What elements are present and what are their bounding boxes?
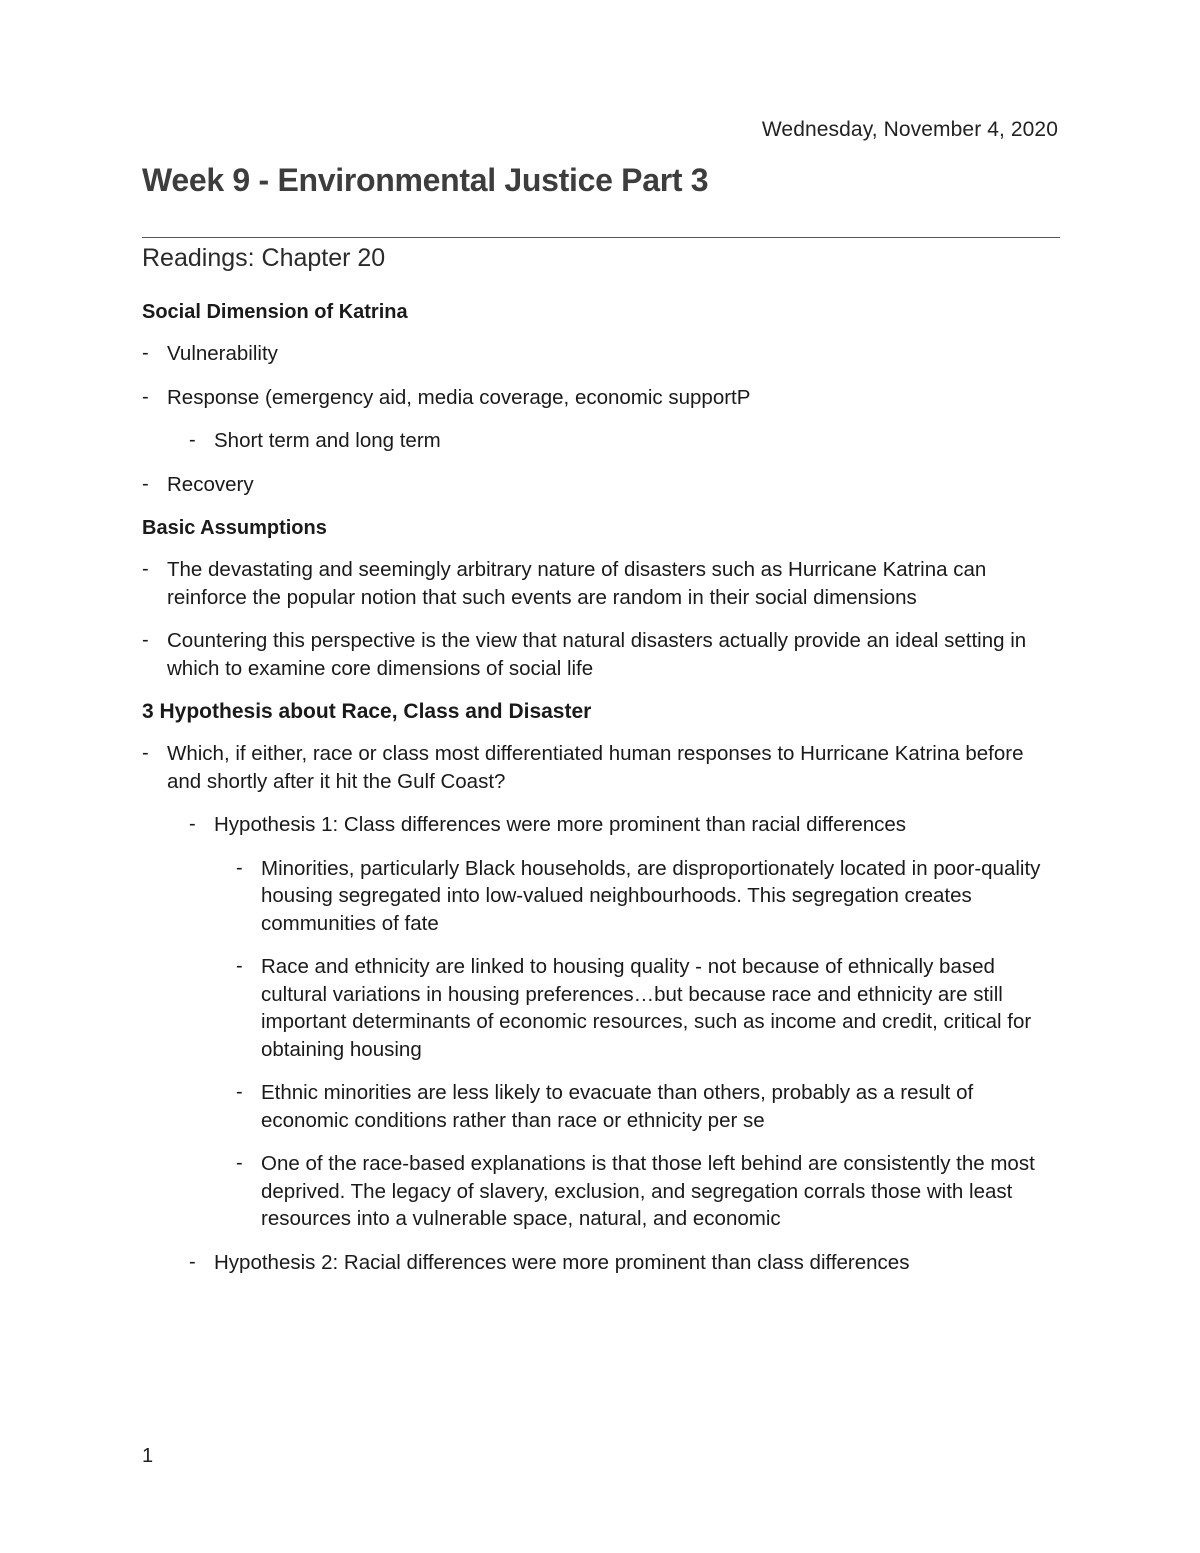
bullet-list-basic-assumptions [142,556,1062,682]
dash-bullet-icon: - [189,813,196,835]
notes-body [142,298,1062,1292]
list-item-text: Countering this perspective is the view that natural disasters actually provide an ideal setting in which to examine core dimensions of social life [167,629,1027,680]
list-item-text: Hypothesis 1: Class differences were more prominent than racial differences [214,813,907,836]
list-item-text: Minorities, particularly Black households, are disproportionately located in poor-quality housing segregated into low-valued neighbourhoods. This segregation creates communities of fate [261,856,1041,935]
section-heading-social-dimension: Social Dimension of Katrina [142,301,408,323]
list-item [142,384,1062,412]
list-item [142,953,1062,1063]
list-item [142,556,1062,611]
list-item [142,340,1062,368]
list-item [142,855,1062,938]
page-title: Week 9 - Environmental Justice Part 3 [142,162,709,198]
bullet-list-social-dimension [142,340,1062,498]
list-item [142,627,1062,682]
page-number: 1 [142,1445,154,1467]
dash-bullet-icon: - [236,856,243,879]
dash-bullet-icon: - [142,385,149,408]
dash-bullet-icon: - [142,342,149,364]
list-item-text: Which, if either, race or class most differentiated human responses to Hurricane Katrina before and shortly after it hit the Gulf Coast? [167,742,1024,793]
readings-subtitle: Readings: Chapter 20 [142,244,386,272]
list-item [142,1079,1062,1134]
dash-bullet-icon: - [142,558,149,580]
list-item-text: Recovery [167,472,254,496]
list-item-text: Hypothesis 2: Racial differences were more prominent than class differences [214,1250,910,1274]
section-heading-hypotheses: 3 Hypothesis about Race, Class and Disaster [142,700,592,723]
dash-bullet-icon: - [236,1081,243,1103]
dash-bullet-icon: - [142,629,149,651]
list-item-text: Vulnerability [167,342,278,365]
section-heading-basic-assumptions: Basic Assumptions [142,517,327,539]
list-item-text: Response (emergency aid, media coverage, economic supportP [167,385,751,409]
dash-bullet-icon: - [189,1250,196,1273]
document-date: Wednesday, November 4, 2020 [761,118,1058,141]
dash-bullet-icon: - [236,955,243,977]
list-item-text: Race and ethnicity are linked to housing quality - not because of ethnically based cultural variations in housing preferences…but because race and ethnicity are still important determinants of economic resources, such as income and credit, critical for obtaining housing [261,955,1032,1061]
list-item [142,811,1062,839]
dash-bullet-icon: - [189,429,196,451]
list-item-text: The devastating and seemingly arbitrary nature of disasters such as Hurricane Katrina can reinforce the popular notion that such events are random in their social dimensions [167,558,987,609]
bullet-list-hypotheses [142,740,1062,1276]
list-item [142,1249,1062,1277]
list-item [142,427,1062,455]
title-divider [142,237,1060,238]
list-item [142,740,1062,795]
list-item-text: Short term and long term [214,429,441,452]
dash-bullet-icon: - [236,1152,243,1174]
list-item [142,471,1062,499]
list-item-text: One of the race-based explanations is that those left behind are consistently the most deprived. The legacy of slavery, exclusion, and segregation corrals those with least resources into a vulnerable space, natural, and economic [261,1152,1035,1230]
list-item-text: Ethnic minorities are less likely to evacuate than others, probably as a result of economic conditions rather than race or ethnicity per se [261,1081,974,1132]
dash-bullet-icon: - [142,472,149,495]
dash-bullet-icon: - [142,742,149,764]
list-item [142,1150,1062,1233]
